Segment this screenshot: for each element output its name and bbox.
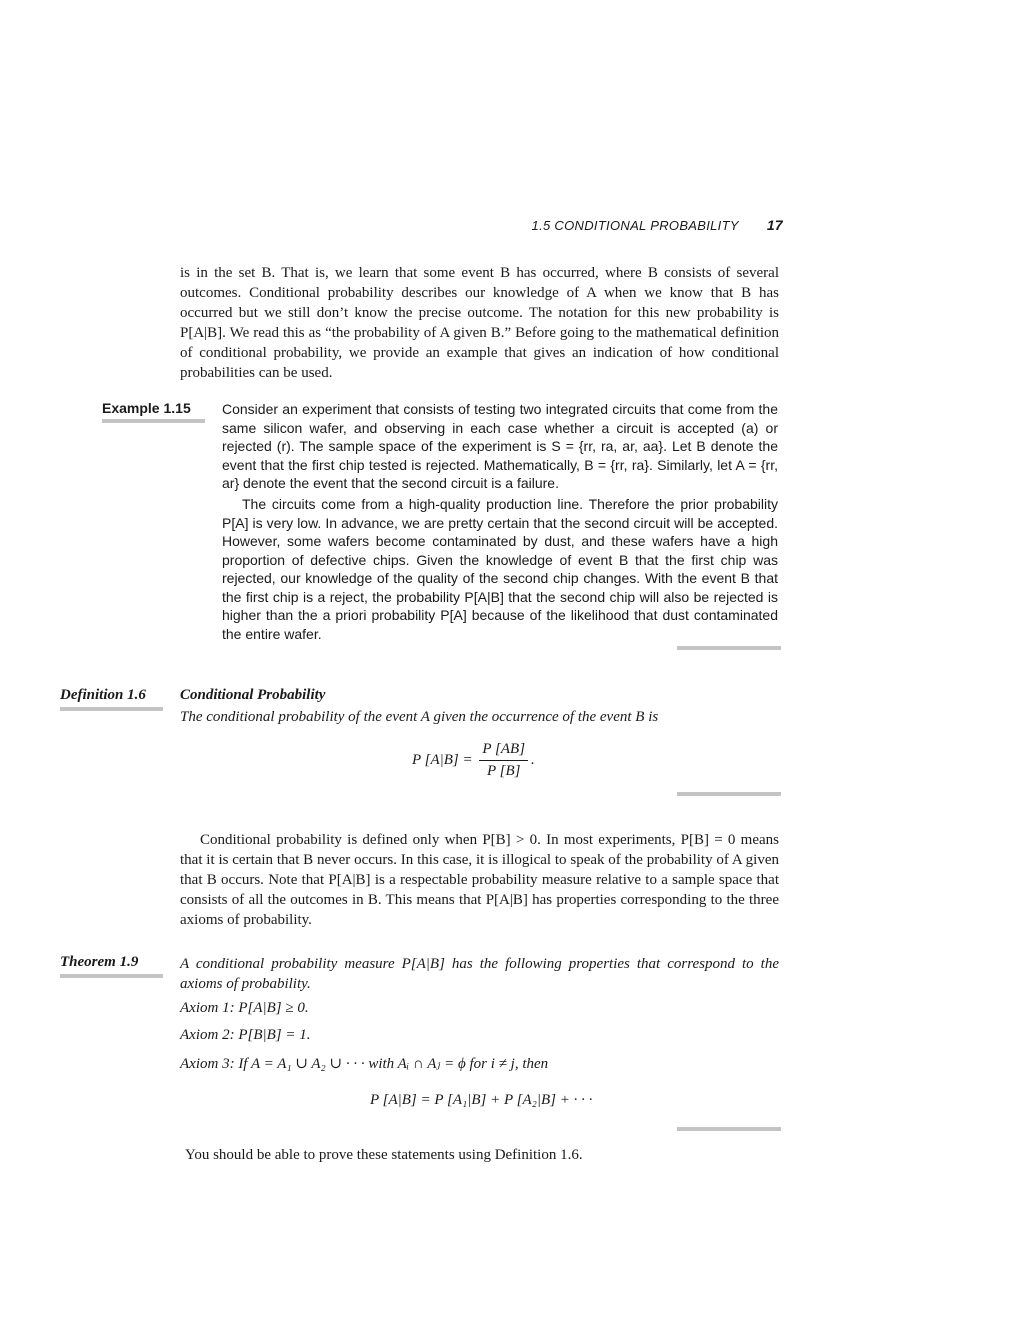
section-title: 1.5 CONDITIONAL PROBABILITY: [531, 218, 739, 233]
paragraph-after-definition: Conditional probability is defined only when P[B] > 0. In most experiments, P[B] = 0 means that it is certain that B never occurs. In this case, it is illogical to speak of the probability of A given that B occurs. Note that P[A|B] is a respectable probability measure relative to a sample space that consists of all the outcomes in B. This means that P[A|B] has properties corresponding to the three axioms of probability.: [180, 832, 779, 928]
example-label-bar: [102, 419, 205, 423]
definition-label: Definition 1.6: [60, 687, 146, 703]
definition-equation: [412, 741, 535, 780]
axiom-1: Axiom 1: P[A|B] ≥ 0.: [180, 1000, 309, 1016]
equation-denominator: P [B]: [486, 763, 521, 779]
example-label: Example 1.15: [102, 400, 191, 416]
equation-numerator: P [AB]: [479, 741, 528, 761]
theorem-end-bar: [677, 1127, 781, 1131]
axiom-3: Axiom 3: If A = A₁ ∪ A₂ ∪ · · · with Aᵢ ∩ Aⱼ = ϕ for i ≠ j, then: [180, 1056, 549, 1072]
equation-period: .: [531, 751, 535, 768]
example-paragraph-2: The circuits come from a high-quality production line. Therefore the prior probability P[A] is very low. In advance, we are pretty certain that the second circuit will be accepted. However, some wafers become contaminated by dust, and these wafers have a high proportion of defective chips. Given the knowledge of event B that the first chip was rejected, our knowledge of the quality of the second chip changes. With the event B that the first chip is a reject, the probability P[A|B] that the second chip will also be rejected is higher than the a priori probability P[A] because of the likelihood that dust contaminated the entire wafer.: [222, 496, 778, 642]
intro-paragraph: is in the set B. That is, we learn that some event B has occurred, where B consists of several outcomes. Conditional probability describes our knowledge of A when we know that B has occurred but we still don’t know the precise outcome. The notation for this new probability is P[A|B]. We read this as “the probability of A given B.” Before going to the mathematical definition of conditional probability, we provide an example that gives an indication of how conditional probabilities can be used.: [180, 265, 779, 381]
definition-label-bar: [60, 707, 163, 711]
equation-fraction: [479, 741, 528, 780]
running-header: [532, 217, 783, 233]
theorem-label-bar: [60, 974, 163, 978]
definition-end-bar: [677, 792, 781, 796]
theorem-text: A conditional probability measure P[A|B] has the following properties that correspond to the axioms of probability.: [180, 956, 779, 992]
example-end-bar: [677, 646, 781, 650]
definition-text: The conditional probability of the event A given the occurrence of the event B is: [180, 709, 659, 725]
axiom-2: Axiom 2: P[B|B] = 1.: [180, 1027, 311, 1043]
definition-title: Conditional Probability: [180, 687, 326, 703]
theorem-label: Theorem 1.9: [60, 954, 139, 970]
equation-lhs: P [A|B] =: [412, 751, 473, 768]
closing-sentence: You should be able to prove these statements using Definition 1.6.: [185, 1147, 583, 1163]
theorem-equation: P [A|B] = P [A₁|B] + P [A₂|B] + · · ·: [370, 1092, 593, 1108]
page-number: 17: [766, 217, 783, 233]
example-paragraph-1: Consider an experiment that consists of testing two integrated circuits that come from the same silicon wafer, and observing in each case whether a circuit is accepted (a) or rejected (r). The sample space of the experiment is S = {rr, ra, ar, aa}. Let B denote the event that the first chip tested is rejected. Mathematically, B = {rr, ra}. Similarly, let A = {rr, ar} denote the event that the second circuit is a failure.: [222, 401, 778, 491]
